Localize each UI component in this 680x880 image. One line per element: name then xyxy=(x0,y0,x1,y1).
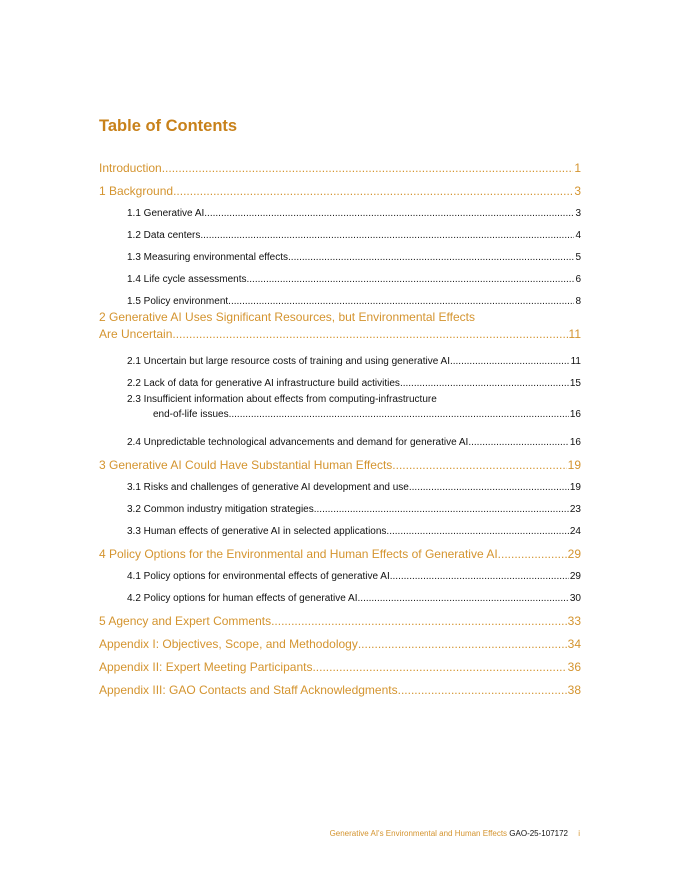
toc-entry-text: 1.1 Generative AI xyxy=(127,208,205,219)
toc-entry-text: 1 Background xyxy=(99,184,174,198)
toc-entry-text: 1.3 Measuring environmental effects xyxy=(127,252,289,263)
toc-entry-text: 4.2 Policy options for human effects of generative AI xyxy=(127,593,358,604)
dot-leader xyxy=(312,658,566,676)
toc-entry-text: Appendix I: Objectives, Scope, and Methodology xyxy=(99,637,358,651)
toc-section-link[interactable] xyxy=(99,653,581,676)
toc-entry-text: 1.2 Data centers xyxy=(127,230,201,241)
toc-page-number: 36 xyxy=(567,660,581,674)
toc-page-number: 11 xyxy=(568,327,581,341)
toc-page-number: 3 xyxy=(574,184,581,198)
toc-entry-text: Appendix II: Expert Meeting Participants xyxy=(99,660,313,674)
toc-section-link[interactable] xyxy=(99,310,581,343)
dot-leader xyxy=(173,182,573,200)
toc-page-number: 5 xyxy=(575,252,581,263)
dot-leader xyxy=(386,524,568,540)
toc-page-number: 1 xyxy=(574,161,581,175)
dot-leader xyxy=(358,591,569,607)
toc-entry-text: 2.1 Uncertain but large resource costs of training and using generative AI xyxy=(127,356,450,367)
toc-subsection-link[interactable] xyxy=(99,585,581,607)
toc-entry-text: 3.1 Risks and challenges of generative AI development and use xyxy=(127,482,409,493)
toc-page-number: 24 xyxy=(569,526,581,537)
dot-leader xyxy=(200,228,574,244)
toc-page-number: 30 xyxy=(569,593,581,604)
toc-page-number: 4 xyxy=(575,230,581,241)
toc-page-number: 11 xyxy=(570,356,581,367)
toc-page-number: 33 xyxy=(567,614,581,628)
toc-page-number: 6 xyxy=(575,274,581,285)
toc-section-link[interactable] xyxy=(99,154,581,177)
dot-leader xyxy=(228,294,574,310)
toc-subsection-link[interactable] xyxy=(99,563,581,585)
toc-entry-text: 3 Generative AI Could Have Substantial Human Effects xyxy=(99,458,393,472)
toc-subsection-link[interactable] xyxy=(99,392,581,423)
toc-subsection-link[interactable] xyxy=(99,200,581,222)
dot-leader xyxy=(392,456,566,474)
toc-entry-text-continued: Are Uncertain xyxy=(99,327,173,341)
toc-entry-text: 5 Agency and Expert Comments xyxy=(99,614,272,628)
toc-section-link[interactable] xyxy=(99,540,581,563)
toc-page-number: 34 xyxy=(567,637,581,651)
toc-section-link[interactable] xyxy=(99,676,581,699)
toc-entry-text: 3.3 Human effects of generative AI in selected applications xyxy=(127,526,387,537)
toc-entry-text: 2.3 Insufficient information about effects from computing-infrastructure xyxy=(127,394,437,405)
dot-leader xyxy=(468,435,569,451)
toc-entry-text: 2 Generative AI Uses Significant Resources, but Environmental Effects xyxy=(99,310,475,324)
toc-subsection-link[interactable] xyxy=(99,474,581,496)
dot-leader xyxy=(204,206,574,222)
toc-subsection-link[interactable] xyxy=(99,222,581,244)
dot-leader xyxy=(271,612,567,630)
toc-entry-text-continued: end-of-life issues xyxy=(153,409,229,420)
toc-page-number: 23 xyxy=(569,504,581,515)
dot-leader xyxy=(247,272,575,288)
toc-page-number: 16 xyxy=(569,437,581,448)
footer-report-code: GAO-25-107172 xyxy=(509,829,568,838)
toc-section-link[interactable] xyxy=(99,177,581,200)
toc-subsection-link[interactable] xyxy=(99,288,581,310)
toc-entry-text: 4.1 Policy options for environmental effects of generative AI xyxy=(127,571,390,582)
footer-report-title: Generative AI's Environmental and Human Effects xyxy=(329,829,508,838)
toc-section-link[interactable] xyxy=(99,607,581,630)
toc-subsection-link[interactable] xyxy=(99,496,581,518)
toc-page-number: 8 xyxy=(575,296,581,307)
toc-entry-text: 1.4 Life cycle assessments xyxy=(127,274,247,285)
toc-page-number: 19 xyxy=(567,458,581,472)
dot-leader xyxy=(390,569,569,585)
dot-leader xyxy=(162,159,574,177)
dot-leader xyxy=(400,376,569,392)
toc-page-number: 29 xyxy=(567,547,581,561)
footer-page-number: i xyxy=(578,829,580,838)
toc-page-number: 29 xyxy=(569,571,581,582)
toc-subsection-link[interactable] xyxy=(99,266,581,288)
toc-page-number: 15 xyxy=(569,378,581,389)
dot-leader xyxy=(172,325,567,343)
dot-leader xyxy=(409,480,569,496)
page-title: Table of Contents xyxy=(99,117,238,135)
toc-entry-text: Introduction xyxy=(99,161,162,175)
toc-entry-text: Appendix III: GAO Contacts and Staff Acknowledgments xyxy=(99,683,398,697)
toc-entry-text: 2.2 Lack of data for generative AI infrastructure build activities xyxy=(127,378,400,389)
toc-entry-text: 2.4 Unpredictable technological advancements and demand for generative AI xyxy=(127,437,469,448)
dot-leader xyxy=(358,635,567,653)
toc-entry-text: 4 Policy Options for the Environmental and Human Effects of Generative AI xyxy=(99,547,498,561)
toc-section-link[interactable] xyxy=(99,630,581,653)
toc-page-number: 3 xyxy=(575,208,581,219)
dot-leader xyxy=(498,545,567,563)
page-footer xyxy=(330,829,580,838)
table-of-contents xyxy=(99,154,581,699)
toc-page-number: 38 xyxy=(567,683,581,697)
toc-subsection-link[interactable] xyxy=(99,518,581,540)
toc-subsection-link[interactable] xyxy=(99,429,581,451)
toc-subsection-link[interactable] xyxy=(99,370,581,392)
toc-subsection-link[interactable] xyxy=(99,244,581,266)
dot-leader xyxy=(450,354,570,370)
toc-entry-text: 3.2 Common industry mitigation strategies xyxy=(127,504,314,515)
toc-section-link[interactable] xyxy=(99,451,581,474)
dot-leader xyxy=(229,407,569,423)
toc-entry-text: 1.5 Policy environment xyxy=(127,296,229,307)
toc-subsection-link[interactable] xyxy=(99,348,581,370)
dot-leader xyxy=(288,250,574,266)
dot-leader xyxy=(314,502,569,518)
dot-leader xyxy=(398,681,567,699)
toc-page-number: 16 xyxy=(569,409,581,420)
toc-page-number: 19 xyxy=(569,482,581,493)
